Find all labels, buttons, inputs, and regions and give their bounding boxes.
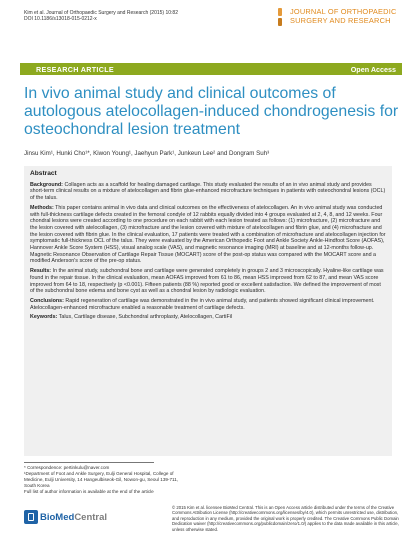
citation-line: Kim et al. Journal of Orthopaedic Surgery and Research (2015) 10:82 <box>24 10 178 16</box>
journal-logo <box>274 8 402 36</box>
author-list: Jinsu Kim¹, Hunki Cho¹*, Kiwon Young¹, Jaehyun Park¹, Junkeun Lee² and Dongram Suh³ <box>24 150 270 157</box>
license-text: © 2015 Kim et al. licensee BioMed Central. This is an Open Access article distributed under the terms of the Creative Commons Attribution License (http://creativecommons.org/licenses/by/4.0), which permits unrestricted use, distribution, and reproduction in any medium, provided the original work is properly credited. The Creative Commons Public Domain Dedication waiver (http://creativecommons.org/publicdomain/zero/1.0/) applies to the data made available in this article, unless otherwise stated. <box>172 505 399 532</box>
author-info-note: Full list of author information is available at the end of the article <box>24 489 154 494</box>
citation-header <box>24 10 178 23</box>
keywords-text: Talus, Cartilage disease, Subchondral arthroplasty, Atelocollagen, CartiFil <box>58 314 233 321</box>
article-type-banner <box>20 63 402 75</box>
publisher-name-suffix: Central <box>74 511 108 523</box>
abstract-methods <box>30 205 386 265</box>
footnote-divider <box>24 462 154 463</box>
abstract-background <box>30 182 386 202</box>
background-label: Background: <box>30 181 63 188</box>
journal-logo-icon <box>274 8 286 28</box>
correspondence-line: * Correspondence: pertinkulu@naver.com <box>24 465 110 470</box>
affiliation-line: South Korea <box>24 483 50 488</box>
article-type-label: RESEARCH ARTICLE <box>36 65 115 74</box>
journal-logo-line-2: SURGERY AND RESEARCH <box>290 15 391 25</box>
biomed-central-icon <box>24 510 38 524</box>
abstract-heading: Abstract <box>30 170 57 177</box>
publisher-name <box>40 512 107 523</box>
publisher-name-main: BioMed <box>40 511 75 523</box>
open-access-label: Open Access <box>350 65 396 74</box>
doi-line: DOI 10.1186/s13018-015-0212-x <box>24 16 97 23</box>
abstract-box <box>24 166 392 456</box>
results-text: In the animal study, subchondral bone and cartilage were generated completely in groups 2 and 3 microscopically. Hyaline-like cartilage was found in the repair tissue. In the clinical evaluation, mean AOFAS improved from 61 to 86, mean HSS improved from 62 to 87, and mean VAS score improved from 64 to 18, respectively (p <0.001). Fifteen patients (88 %) reported good or excellent satisfaction. We defined the improvement of most of the subchondral bone edema and bone cyst as well as a chondral lesion by radiologic evaluation. <box>30 268 384 295</box>
affiliation-line: Medicine, Eulji University, 14 Hangeulbiseok-Gil, Nowon-gu, Seoul 139-711, <box>24 477 179 482</box>
journal-logo-line-1: JOURNAL OF ORTHOPAEDIC <box>290 7 397 16</box>
publisher-logo <box>24 510 107 524</box>
abstract-conclusions <box>30 298 386 311</box>
methods-text: This paper contains animal in vivo data and clinical outcomes on the effectiveness of atelocollagen. An in vivo animal study was conducted with full-thickness cartilage defects created in the femoral condyle of 12 rabbits equally divided into 4 groups evaluated at 2, 4, 8, and 12 weeks. Four chondral lesions were created according to one procedure on each rabbit with each lesion treated as follows: (1) microfracture, (2) microfracture and the lesion covered with atelocollagen, (3) microfracture and the lesion covered with mixture of atelocollagen and fibrin glue, and (4) microfracture and the lesion covered with fibrin glue. In the clinical evaluation, 17 patients were treated with a combination of microfracture and atelocollagen injection for symptomatic full-thickness OCL of the talus. They were evaluated by the American Orthopedic Foot and Ankle Society Ankle-Hindfoot Score (AOFAS), Hannover Ankle Score System (HSS), visual analog scale (VAS), and magnetic resonance imaging (MRI) at baseline and at 12-months follow-up. Magnetic Resonance Observation of Cartilage Repair Tissue (MOCART) score of the post-op status was compared with the MOCART score and a modified Anderson's score of the pre-op status. <box>30 204 386 265</box>
keywords-label: Keywords: <box>30 314 58 321</box>
background-text: Collagen acts as a scaffold for healing damaged cartilage. This study evaluated the results of an in vivo animal study and provides short-term clinical results on a mixture of atelocollagen and fibrin glue-enhanced microfracture techniques in patients with osteochondral lesions (OCL) of the talus. <box>30 181 386 202</box>
results-label: Results: <box>30 268 52 275</box>
footnotes <box>24 465 179 495</box>
abstract-keywords <box>30 314 386 321</box>
article-title: In vivo animal study and clinical outcomes of autologous atelocollagen-induced chondrogenesis for osteochondral lesion treatment <box>24 85 399 138</box>
affiliation-line: ¹Department of Foot and Ankle Surgery, Eulji General Hospital, College of <box>24 471 174 476</box>
abstract-results <box>30 268 386 295</box>
conclusions-label: Conclusions: <box>30 297 64 304</box>
journal-logo-text <box>290 8 397 26</box>
conclusions-text: Rapid regeneration of cartilage was demonstrated in the in vivo animal study, and patients showed significant clinical improvement. Atelocollagen-enhanced microfracture enabled a reasonable treatment of cartilage defects. <box>30 297 375 311</box>
methods-label: Methods: <box>30 204 54 211</box>
